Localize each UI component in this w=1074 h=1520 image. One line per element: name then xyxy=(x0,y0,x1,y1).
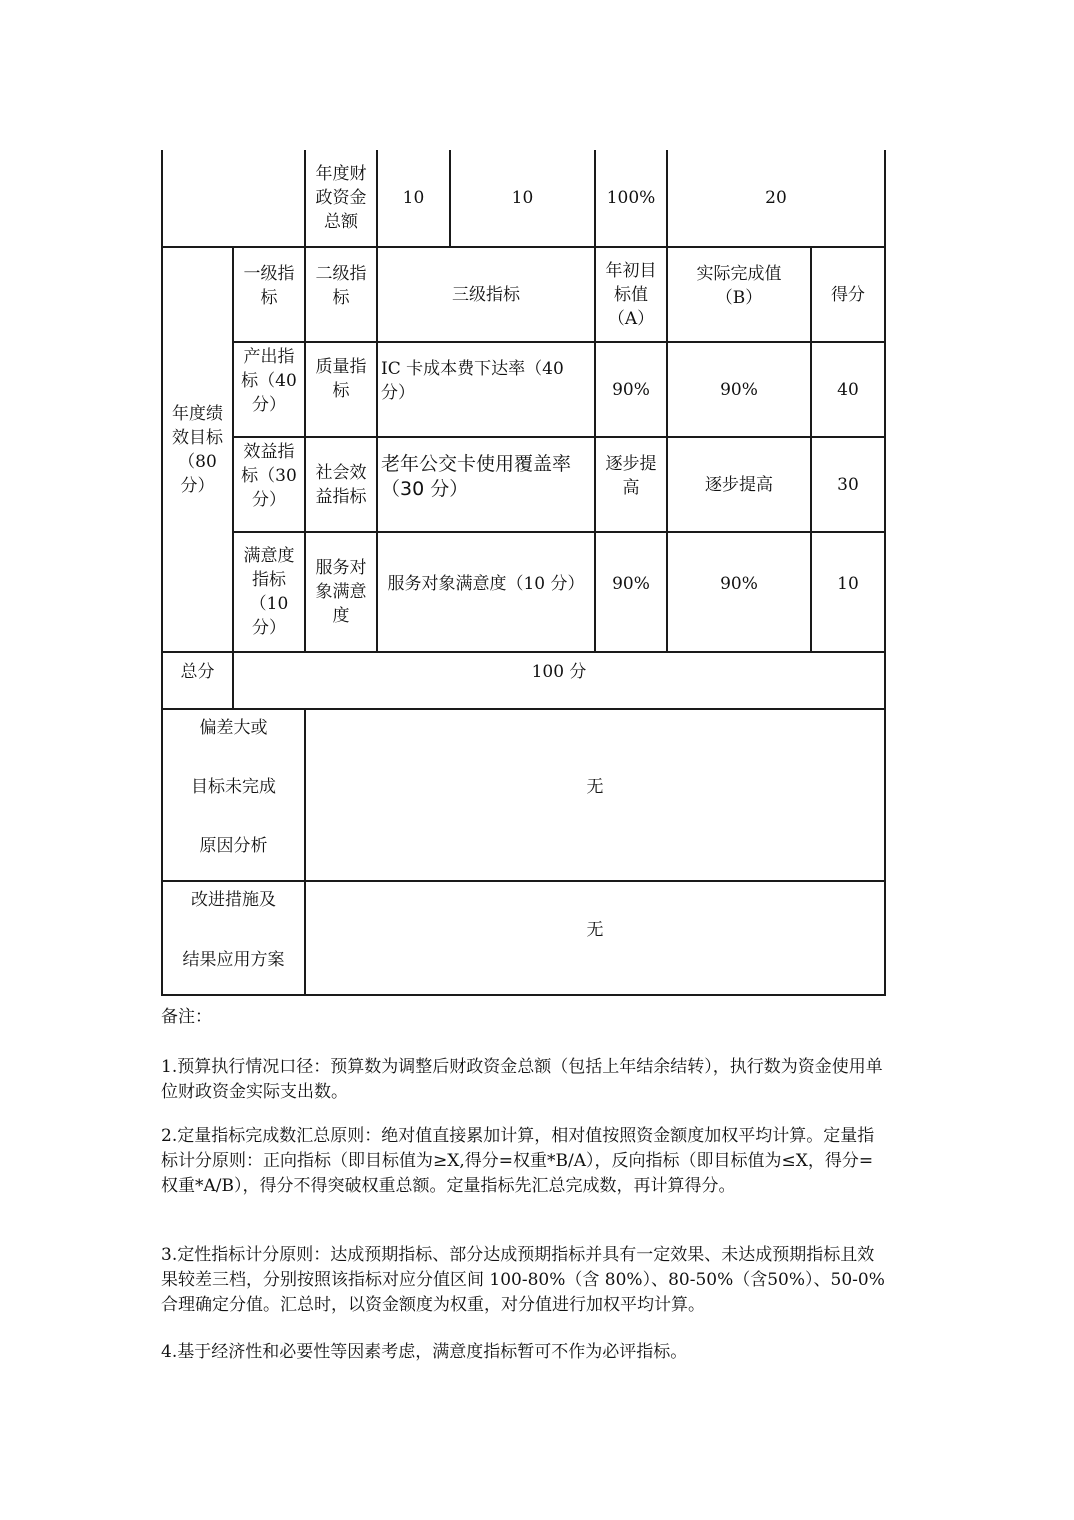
row1-level3: IC 卡成本费下达率（40 分） xyxy=(381,359,564,403)
row1-level1: 产出指 标（40 分） xyxy=(241,347,297,415)
row2-level3: 老年公交卡使用覆盖率 （30 分） xyxy=(381,453,572,500)
grid-line xyxy=(161,994,886,996)
note-item: 3.定性指标计分原则：达成预期指标、部分达成预期指标并具有一定效果、未达成预期指标且效果较差三档，分别按照该指标对应分值区间 100-80%（含 80%）、80-50%（含50%）、50-0%合理确定分值。汇总时，以资金额度为权重，对分值进行加权平均计算。 xyxy=(161,1245,885,1315)
row2-target: 逐步提 高 xyxy=(605,454,657,498)
header-score: 得分 xyxy=(831,284,865,305)
row1-actual: 90% xyxy=(720,379,758,400)
header-level1: 一级指 标 xyxy=(243,264,295,308)
fund-score: 20 xyxy=(765,188,787,208)
row3-actual: 90% xyxy=(720,574,758,594)
row3-level2: 服务对 象满意 度 xyxy=(315,558,367,626)
row1-level2: 质量指 标 xyxy=(315,357,367,401)
row2-level2: 社会效 益指标 xyxy=(315,462,367,507)
notes-title: 备注： xyxy=(161,1007,212,1027)
row3-target: 90% xyxy=(612,574,650,594)
row1-score: 40 xyxy=(837,379,859,400)
section-label: 年度绩 效目标 （80 分） xyxy=(172,403,223,496)
improvement-value: 无 xyxy=(586,920,604,940)
fund-rate: 100% xyxy=(606,188,656,208)
row2-level1: 效益指 标（30 分） xyxy=(241,442,297,510)
deviation-label xyxy=(163,716,304,858)
deviation-label-line: 原因分析 xyxy=(199,836,268,856)
fund-label: 年度财 政资金 总额 xyxy=(315,164,367,232)
row3-level1: 满意度 指标 （10 分） xyxy=(243,546,295,638)
note-item: 4.基于经济性和必要性等因素考虑，满意度指标暂可不作为必评指标。 xyxy=(161,1342,688,1362)
deviation-label-line: 目标未完成 xyxy=(191,777,276,797)
fund-value-1: 10 xyxy=(402,188,425,208)
row3-level3: 服务对象满意度（10 分） xyxy=(387,574,585,594)
header-actual: 实际完成值 （B） xyxy=(696,264,782,308)
note-item: 2.定量指标完成数汇总原则：绝对值直接累加计算，相对值按照资金额度加权平均计算。定量指标计分原则：正向指标（即目标值为≥X,得分=权重*B/A），反向指标（即目标值为≤X，得分=权重*A/B），得分不得突破权重总额。定量指标先汇总完成数，再计算得分。 xyxy=(161,1126,875,1196)
note-item: 1.预算执行情况口径：预算数为调整后财政资金总额（包括上年结余结转），执行数为资金使用单位财政资金实际支出数。 xyxy=(161,1057,883,1102)
total-label: 总分 xyxy=(180,662,215,682)
row2-score: 30 xyxy=(837,474,859,495)
total-value: 100 分 xyxy=(531,662,587,682)
deviation-value: 无 xyxy=(586,777,604,797)
header-target: 年初目 标值 （A） xyxy=(605,260,657,329)
row2-actual: 逐步提高 xyxy=(705,474,773,495)
row1-target: 90% xyxy=(612,379,650,400)
header-level3: 三级指标 xyxy=(452,284,520,305)
row3-score: 10 xyxy=(837,574,859,594)
header-level2: 二级指 标 xyxy=(315,264,367,308)
grid-line xyxy=(884,150,886,996)
improvement-label xyxy=(163,888,304,972)
fund-value-2: 10 xyxy=(511,188,534,208)
deviation-label-line: 偏差大或 xyxy=(199,718,268,738)
improvement-label-line: 改进措施及 xyxy=(191,890,276,910)
improvement-label-line: 结果应用方案 xyxy=(182,950,285,970)
